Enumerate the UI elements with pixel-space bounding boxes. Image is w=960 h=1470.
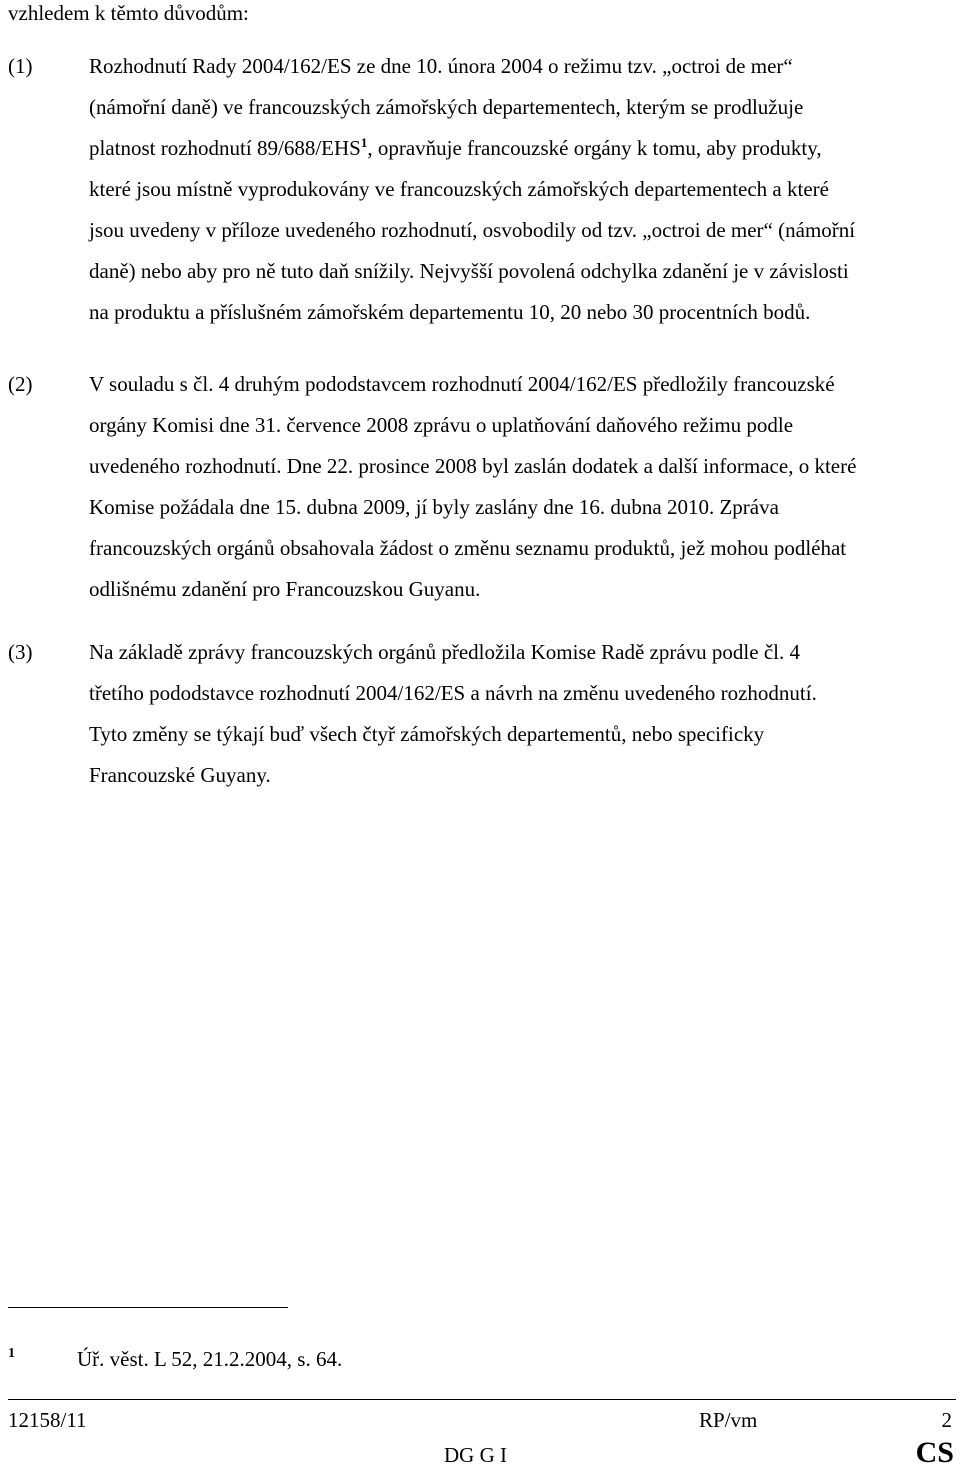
- text-line: odlišnému zdanění pro Francouzskou Guyanu.: [89, 577, 481, 601]
- footnote-text: Úř. věst. L 52, 21.2.2004, s. 64.: [77, 1347, 343, 1371]
- directorate-general: DG G I: [444, 1443, 507, 1467]
- paragraph-text: [89, 46, 959, 333]
- text-line: na produktu a příslušném zámořském departementu 10, 20 nebo 30 procentních bodů.: [89, 300, 811, 324]
- page-number: 2: [941, 1408, 952, 1432]
- text-line: Rozhodnutí Rady 2004/162/ES ze dne 10. února 2004 o režimu tzv. „octroi de mer“: [89, 54, 793, 78]
- text-line: V souladu s čl. 4 druhým pododstavcem rozhodnutí 2004/162/ES předložily francouzské: [89, 372, 835, 396]
- text-line: Komise požádala dne 15. dubna 2009, jí byly zaslány dne 16. dubna 2010. Zpráva: [89, 495, 779, 519]
- text-line: Na základě zprávy francouzských orgánů předložila Komise Radě zprávu podle čl. 4: [89, 640, 800, 664]
- footnote-separator: [8, 1307, 288, 1308]
- footnote-number: 1: [8, 1346, 15, 1361]
- intro-text: vzhledem k těmto důvodům:: [8, 1, 249, 25]
- text-line: třetího pododstavce rozhodnutí 2004/162/ES a návrh na změnu uvedeného rozhodnutí.: [89, 681, 817, 705]
- footer-separator: [8, 1399, 956, 1400]
- text-line: které jsou místně vyprodukovány ve francouzských zámořských departementech a které: [89, 177, 829, 201]
- text-line: Francouzské Guyany.: [89, 763, 271, 787]
- author-initials: RP/vm: [699, 1408, 758, 1432]
- text-line: francouzských orgánů obsahovala žádost o změnu seznamu produktů, jež mohou podléhat: [89, 536, 847, 560]
- document-number: 12158/11: [8, 1408, 87, 1432]
- paragraph-text: [89, 632, 959, 796]
- paragraph-number: (3): [8, 640, 33, 664]
- text-line: Tyto změny se týkají buď všech čtyř zámořských departementů, nebo specificky: [89, 722, 765, 746]
- text-line: orgány Komisi dne 31. července 2008 zprávu o uplatňování daňového režimu podle: [89, 413, 794, 437]
- text-line: uvedeného rozhodnutí. Dne 22. prosince 2008 byl zaslán dodatek a další informace, o které: [89, 454, 857, 478]
- text-line: (námořní daně) ve francouzských zámořských departementech, kterým se prodlužuje: [89, 95, 804, 119]
- paragraph-number: (1): [8, 54, 33, 78]
- language-code: CS: [915, 1436, 954, 1469]
- footnote-reference: 1: [360, 135, 368, 150]
- text-line: platnost rozhodnutí 89/688/EHS$^1$, opravňuje francouzské orgány k tomu, aby produkty,: [89, 135, 822, 160]
- text-line: daně) nebo aby pro ně tuto daň snížily. Nejvyšší povolená odchylka zdanění je v závislosti: [89, 259, 849, 283]
- paragraph-text: [89, 364, 959, 610]
- paragraph-number: (2): [8, 372, 33, 396]
- text-line: jsou uvedeny v příloze uvedeného rozhodnutí, osvobodily od tzv. „octroi de mer“ (námořní: [89, 218, 856, 242]
